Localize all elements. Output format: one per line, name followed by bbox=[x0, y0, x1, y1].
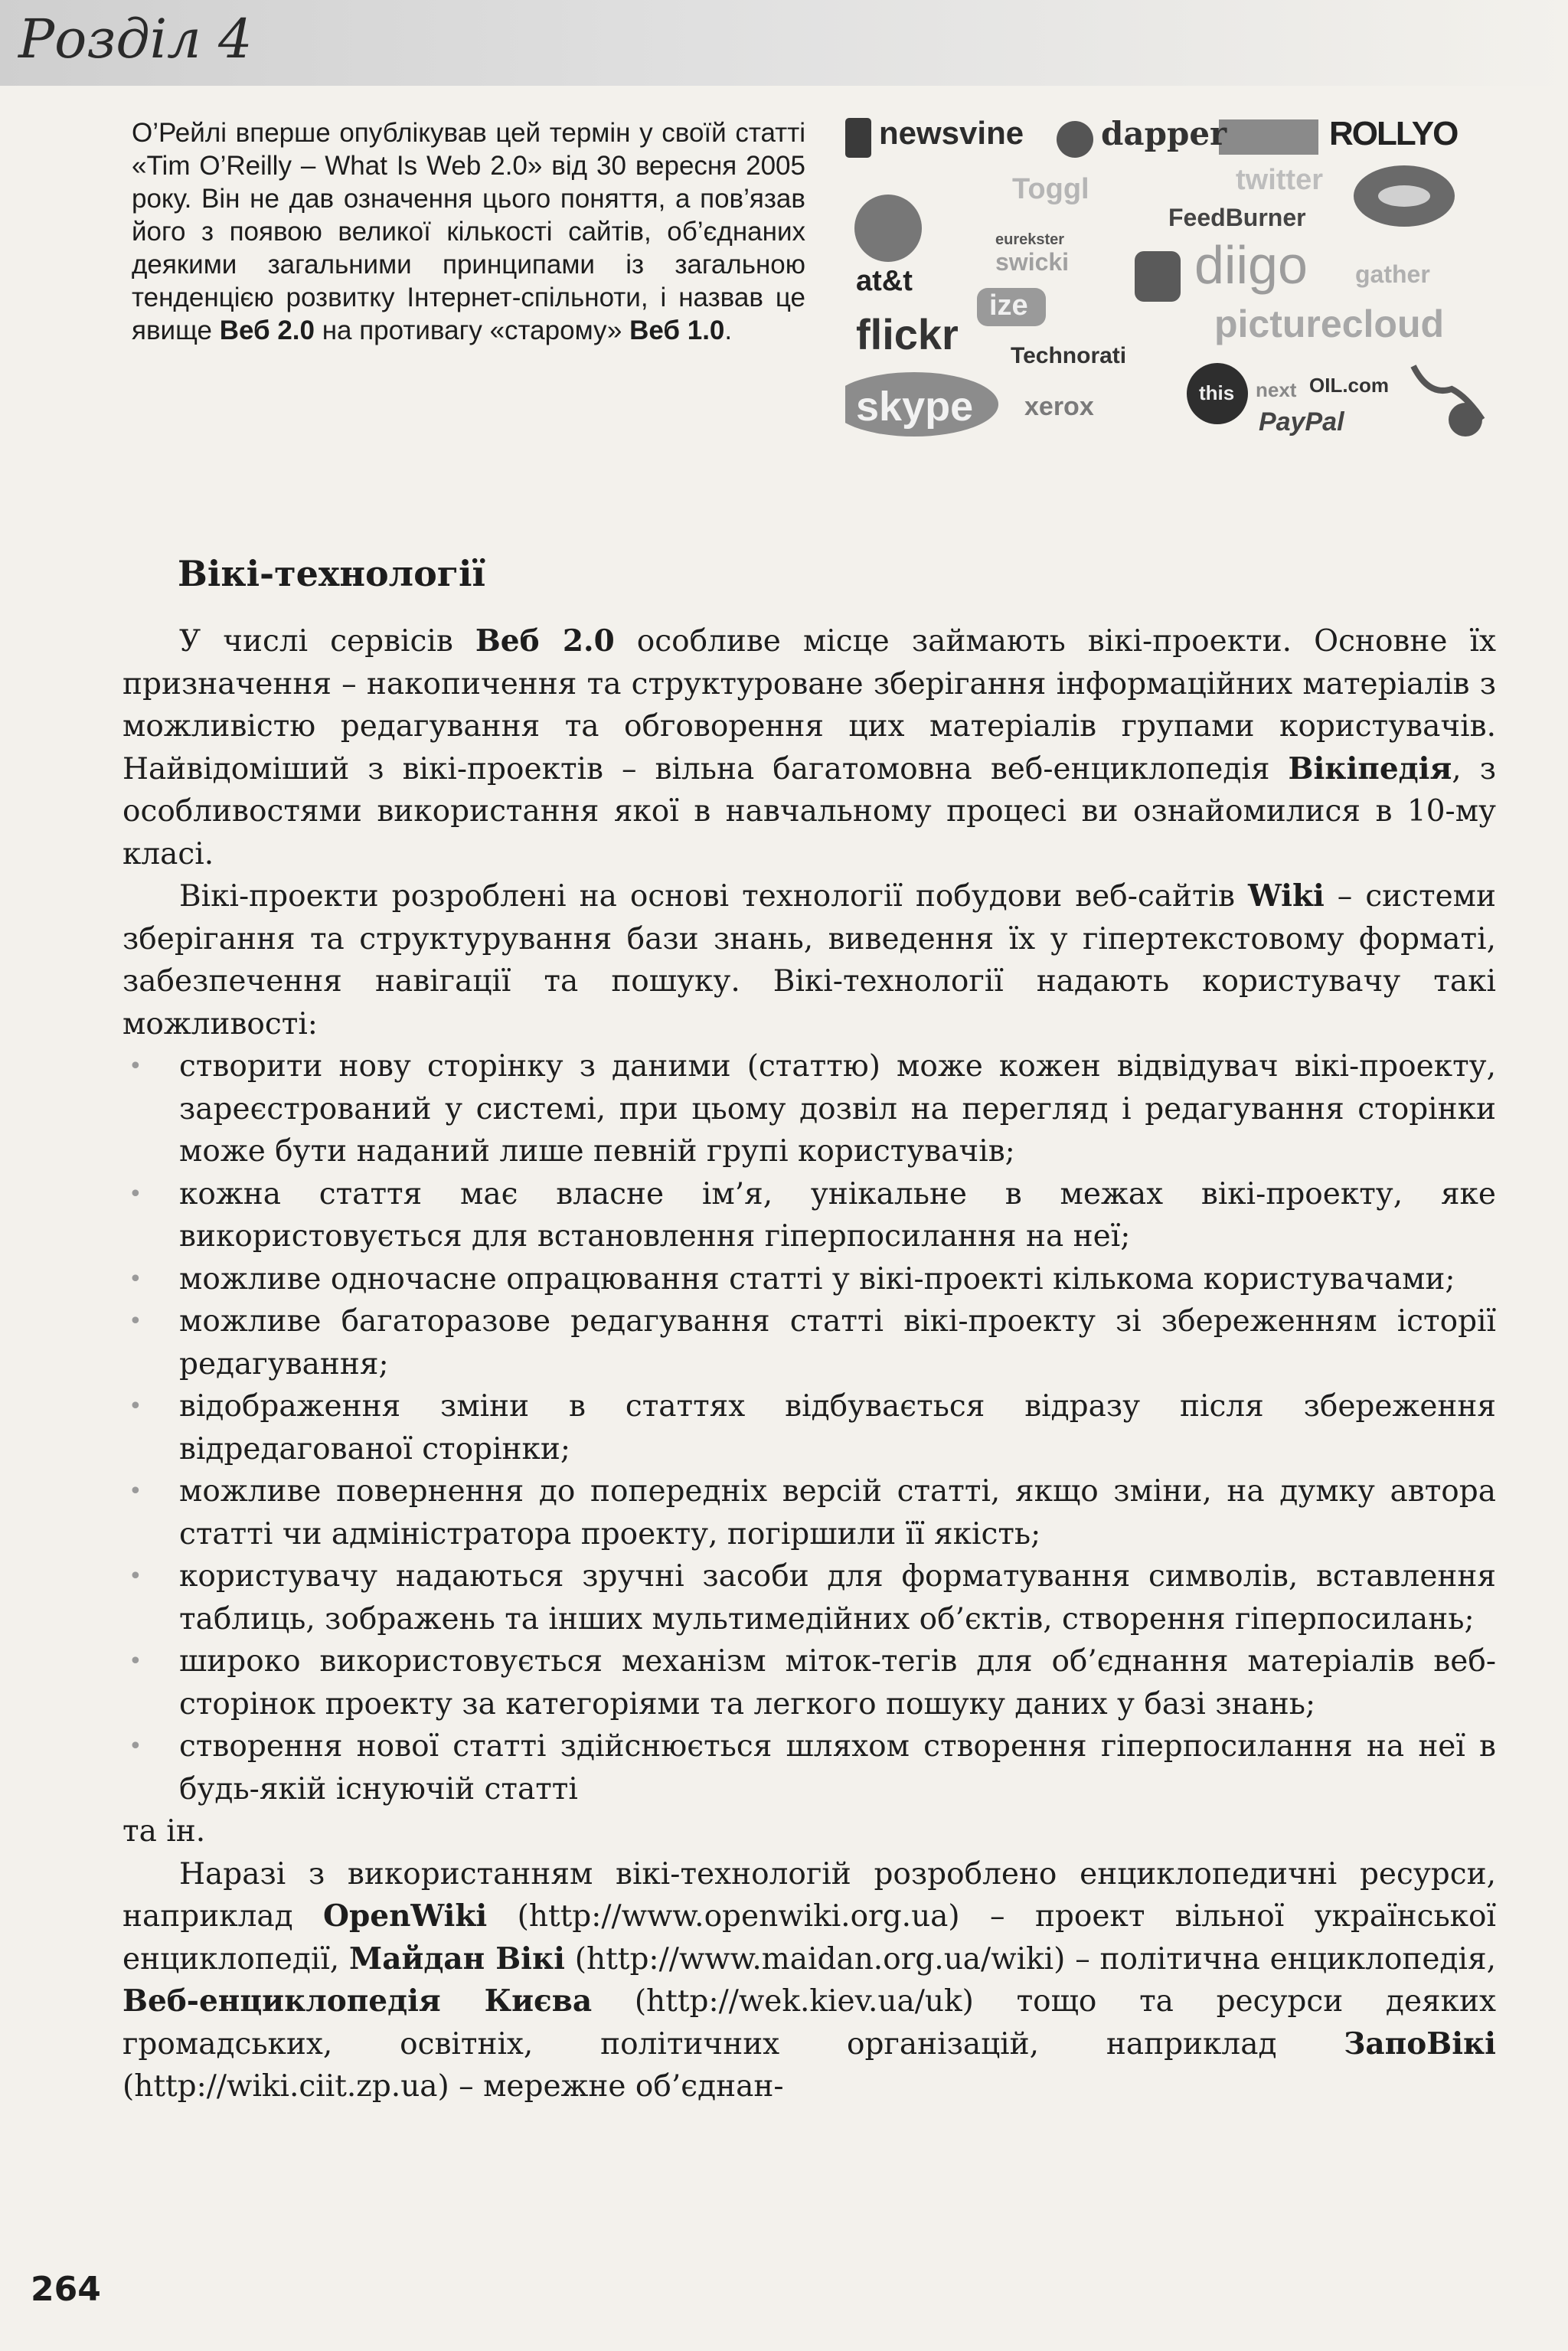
term-web20: Веб 2.0 bbox=[219, 316, 315, 345]
bullet-icon: • bbox=[129, 1265, 142, 1293]
logo-xerox: xerox bbox=[1024, 392, 1094, 421]
section-heading: Вікі-технології bbox=[178, 553, 485, 594]
bullet-icon: • bbox=[129, 1053, 142, 1080]
logo-eurekster: eurekster bbox=[995, 231, 1065, 248]
logo-paypal: PayPal bbox=[1259, 407, 1344, 437]
bullet-icon: • bbox=[129, 1563, 142, 1590]
newsvine-icon bbox=[845, 118, 871, 158]
intro-paragraph bbox=[132, 116, 805, 347]
bullet-icon: • bbox=[129, 1308, 142, 1335]
intro-text: на противагу «старому» bbox=[314, 316, 630, 345]
logo-diigo: diigo bbox=[1194, 235, 1308, 295]
logo-att: at&t bbox=[856, 265, 913, 297]
logo-twitter: twitter bbox=[1236, 164, 1323, 196]
list-item: • відображення зміни в статтях відбувається відразу після збереження відредагованої сторінки; bbox=[122, 1385, 1496, 1470]
paragraph-wiki-intro: У числі сервісів Веб 2.0 особливе місце займають вікі-проекти. Основне їх призначення – накопичення та структуроване зберігання інформаційних матеріалів з можливістю редагування та обговорення цих матеріалів групами користувачів. Найвідоміший з вікі-проектів – вільна багатомовна веб-енциклопедія Вікіпедія, з особливостями використання якої в навчальному процесі ви ознайомилися в 10-му класі. bbox=[122, 623, 1496, 871]
list-item: • можливе багаторазове редагування статті вікі-проекту зі збереженням історії редагування; bbox=[122, 1300, 1496, 1385]
bullet-icon: • bbox=[129, 1648, 142, 1675]
logo-next: next bbox=[1256, 378, 1297, 401]
etc-line: та ін. bbox=[122, 1814, 206, 1849]
list-item: • створення нової статті здійснюється шляхом створення гіперпосилання на неї в будь-якій існуючій статті bbox=[122, 1725, 1496, 1810]
paragraph-wiki-resources: Наразі з використанням вікі-технологій розроблено енциклопедичні ресурси, наприклад OpenWiki (http://www.openwiki.org.ua) – проект вільної української енциклопедії, Майдан Вікі (http://www.maidan.org.ua/wiki) – політична енциклопедія, Веб-енциклопедія Києва (http://wek.kiev.ua/uk) тощо та ресурси деяких громадських, освітніх, політичних організацій, наприклад ЗапоВікі (http://wiki.ciit.zp.ua) – мережне об’єднан- bbox=[122, 1856, 1496, 2104]
logo-gather: gather bbox=[1355, 260, 1430, 288]
logo-skype: skype bbox=[856, 384, 974, 430]
term-web20: Веб 2.0 bbox=[475, 623, 615, 659]
term-wiki: Wiki bbox=[1248, 878, 1325, 914]
bullet-icon: • bbox=[129, 1478, 142, 1505]
list-item: • можливе одночасне опрацювання статті у вікі-проекті кількома користувачами; bbox=[122, 1258, 1496, 1301]
list-item: • кожна стаття має власне ім’я, унікальне в межах вікі-проекту, яке використовується для встановлення гіперпосилання на неї; bbox=[122, 1173, 1496, 1258]
logo-this: this bbox=[1199, 381, 1235, 404]
bullet-icon: • bbox=[129, 1180, 142, 1208]
page-number: 264 bbox=[31, 2270, 101, 2309]
intro-text: . bbox=[724, 316, 733, 345]
logo-oilcom: OIL.com bbox=[1309, 374, 1390, 397]
term-maidan-wiki: Майдан Вікі bbox=[349, 1941, 565, 1977]
logo-newsvine: newsvine bbox=[879, 115, 1024, 151]
term-wikipedia: Вікіпедія bbox=[1288, 750, 1452, 786]
logo-swicki: swicki bbox=[995, 248, 1070, 276]
bullet-icon: • bbox=[129, 1733, 142, 1760]
term-kyiv-encyclopedia: Веб-енциклопедія Києва bbox=[122, 1983, 593, 2019]
chapter-header-band bbox=[0, 0, 1568, 86]
list-item: • широко використовується механізм міток-тегів для об’єднання матеріалів веб-сторінок проекту за категоріями та легкого пошуку даних у базі знань; bbox=[122, 1640, 1496, 1725]
term-web10: Веб 1.0 bbox=[629, 316, 725, 345]
features-list bbox=[122, 1045, 1496, 1810]
logo-toggl: Toggl bbox=[1012, 173, 1089, 205]
bullet-icon: • bbox=[129, 1393, 142, 1420]
logo-rollyo: ROLLYO bbox=[1329, 115, 1458, 152]
logo-picturecloud: picturecloud bbox=[1214, 302, 1445, 345]
list-item: • створити нову сторінку з даними (статтю) може кожен відвідувач вікі-проекту, зареєстрований у системі, при цьому дозвіл на перегляд і редагування сторінки може бути наданий лише певній групі користувачів; bbox=[122, 1045, 1496, 1173]
term-openwiki: OpenWiki bbox=[323, 1898, 488, 1934]
att-globe-icon bbox=[854, 195, 922, 262]
logo-dapper: dapper bbox=[1101, 115, 1227, 152]
paragraph-wiki-technology: Вікі-проекти розроблені на основі технології побудови веб-сайтів Wiki – системи зберігання та структурування бази знань, виведення їх у гіпертекстовому форматі, забезпечення навігації та пошуку. Вікі-технології надають користувачу такі можливості: bbox=[122, 878, 1496, 1041]
dapper-icon bbox=[1057, 121, 1093, 158]
section-label: Розділ 4 bbox=[18, 8, 253, 70]
intro-text: О’Рейлі вперше опублікував цей термін у своїй статті «Tim O’Reilly – What Is Web 2.0» від 30 вересня 2005 року. Він не дав означення цього поняття, а пов’язав його з появою великої кількості сайтів, об’єднаних деякими загальними принципами із загальною тенденцією розвитку Інтернет-спільноти, і назвав це явище bbox=[132, 118, 805, 345]
term-zapowiki: ЗапоВікі bbox=[1344, 2026, 1496, 2062]
blurred-logo-block bbox=[1219, 119, 1318, 155]
logo-technorati: Technorati bbox=[1011, 343, 1127, 368]
blogger-icon bbox=[1135, 251, 1181, 302]
list-item: • можливе повернення до попередніх версій статті, якщо зміни, на думку автора статті чи адміністратора проекту, погіршили її якість; bbox=[122, 1470, 1496, 1555]
logo-ize: ize bbox=[989, 289, 1028, 322]
main-text bbox=[122, 620, 1496, 2108]
list-item: • користувачу надаються зручні засоби для форматування символів, вставлення таблиць, зображень та інших мультимедійних об’єктів, створення гіперпосилань; bbox=[122, 1555, 1496, 1640]
logo-feedburner: FeedBurner bbox=[1168, 204, 1306, 231]
logo-flickr: flickr bbox=[856, 310, 959, 358]
web20-logo-collage bbox=[845, 113, 1496, 444]
